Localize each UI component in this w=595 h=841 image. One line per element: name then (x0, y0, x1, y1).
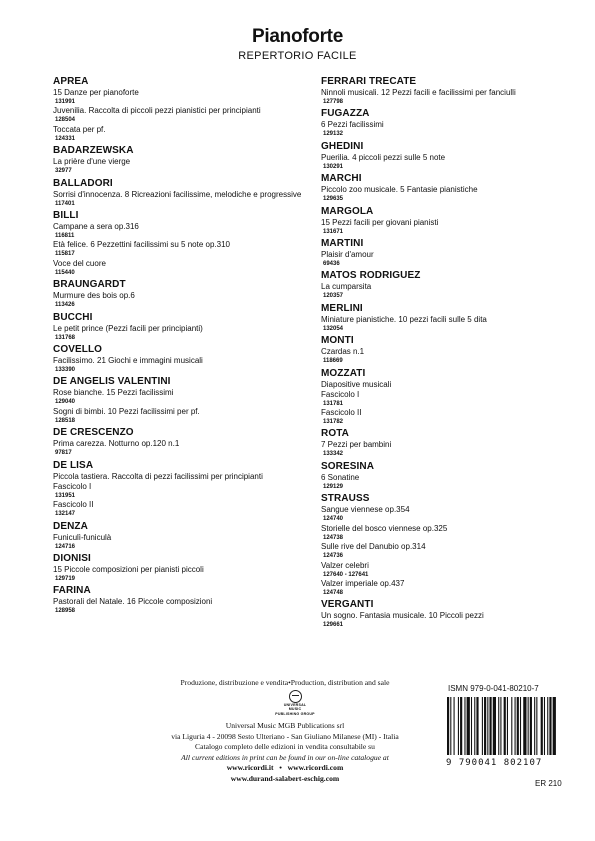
catalog-code: 97817 (55, 450, 72, 457)
catalog-code: 113426 (55, 302, 75, 309)
work-title: Valzer imperiale op.437 (321, 578, 405, 588)
catalog-code: 118669 (323, 358, 343, 365)
work-title: Juvenilia. Raccolta di piccoli pezzi pianistici per principianti (53, 106, 261, 116)
catalog-code: 128958 (55, 608, 76, 615)
catalog-code: 120357 (323, 293, 344, 300)
composer-entry (321, 76, 561, 106)
composer-name: MARCHI (321, 173, 362, 185)
composer-entry (53, 145, 313, 175)
composer-entry (53, 521, 313, 551)
catalog-code: 115817 (55, 251, 75, 258)
composer-name: FUGAZZA (321, 108, 370, 120)
work-title: 7 Pezzi per bambini (321, 440, 392, 450)
composer-name: MARTINI (321, 238, 364, 250)
catalog-code: 117401 (55, 200, 75, 207)
work-title: 6 Pezzi facilissimi (321, 120, 384, 130)
catalog-code: 129132 (323, 131, 344, 138)
work-title: Sorrisi d'innocenza. 8 Ricreazioni facilissime, melodiche e progressive (53, 189, 302, 199)
composer-entry (53, 344, 313, 374)
work-title: Puerilia. 4 piccoli pezzi sulle 5 note (321, 152, 446, 162)
composer-entry (53, 210, 313, 277)
composer-name: MATOS RODRIGUEZ (321, 270, 421, 282)
composer-entry (321, 270, 561, 300)
composer-entry (53, 376, 313, 425)
catalog-code: 131951 (55, 492, 76, 499)
composer-entry (53, 585, 313, 615)
composer-entry (53, 460, 313, 519)
catalog-code: 129635 (323, 196, 344, 203)
logo-text-2: MUSIC (288, 707, 302, 712)
work-title: Fascicolo I (321, 389, 360, 399)
work-title: Sangue viennese op.354 (321, 505, 410, 515)
catalog-note-en: All current editions in print can be found in our on-line catalogue at (181, 752, 389, 762)
barcode-digits: 9 790041 802107 (446, 758, 543, 768)
website-durand[interactable]: www.durand-salabert-eschig.com (230, 773, 340, 783)
work-title: Facilissimo. 21 Giochi e immagini musicali (53, 356, 203, 366)
composer-name: FARINA (53, 585, 91, 597)
composer-entry (321, 335, 561, 365)
production-line: Produzione, distribuzione e vendita•Production, distribution and sale (180, 678, 390, 687)
universal-music-logo (272, 690, 318, 720)
website-links: www.ricordi.it • www.ricordi.com (226, 763, 344, 772)
composer-name: FERRARI TRECATE (321, 76, 417, 87)
composer-entry (321, 108, 561, 138)
publisher-name: Universal Music MGB Publications srl (225, 721, 345, 730)
edition-code: ER 210 (535, 779, 562, 788)
composer-entry (321, 173, 561, 203)
work-title: Rose bianche. 15 Pezzi facilissimi (53, 388, 174, 398)
catalog-code: 131768 (55, 334, 76, 341)
composer-name: BILLI (53, 210, 79, 222)
work-title: Valzer celebri (321, 560, 369, 570)
composer-name: ROTA (321, 428, 349, 440)
composer-name: SORESINA (321, 460, 375, 472)
work-title: Pastorali del Natale. 16 Piccole composizioni (53, 597, 213, 607)
work-title: Plaisir d'amour (321, 250, 374, 260)
composer-name: DENZA (53, 520, 88, 532)
logo-text-3: PUBLISHING GROUP (275, 711, 315, 716)
composer-entry (321, 368, 561, 427)
catalog-code: 132147 (55, 511, 76, 518)
work-title: Sogni di bimbi. 10 Pezzi facilissimi per pf. (53, 406, 200, 416)
composer-name: BRAUNGARDT (53, 279, 126, 291)
composer-name: MONTI (321, 335, 354, 347)
catalog-code: 124748 (323, 589, 344, 596)
composer-entry (53, 553, 313, 583)
work-title: Miniature pianistiche. 10 pezzi facili sulle 5 dita (321, 314, 487, 324)
composer-entry (53, 279, 313, 309)
catalog-code: 32977 (55, 168, 72, 175)
catalog-code: 115440 (55, 269, 75, 276)
composer-name: MERLINI (321, 302, 363, 314)
catalog-code: 124736 (323, 553, 344, 560)
catalog-code: 131991 (55, 99, 76, 105)
work-title: La cumparsita (321, 282, 372, 292)
publisher-address: via Liguria 4 - 20098 Sesto Ulteriano - San Giuliano Milanese (MI) - Italia (171, 731, 399, 741)
composer-entry (321, 303, 561, 333)
composer-entry (321, 428, 561, 458)
composer-name: STRAUSS (321, 493, 370, 505)
catalog-code: 132054 (323, 325, 344, 332)
website-ricordi-com[interactable]: www.ricordi.com (287, 763, 344, 772)
work-title: 15 Pezzi facili per giovani pianisti (321, 217, 439, 227)
work-title: Diapositive musicali (321, 379, 392, 389)
work-title: La prière d'une vierge (53, 157, 131, 167)
catalog-code: 131782 (323, 419, 344, 426)
catalog-code: 129661 (323, 622, 344, 629)
work-title: Czardas n.1 (321, 347, 365, 357)
work-title: Età felice. 6 Pezzettini facilissimi su 5 note op.310 (53, 240, 230, 250)
composer-name: DIONISI (53, 552, 91, 564)
work-title: Fascicolo II (321, 408, 362, 418)
catalog-code: 130291 (323, 163, 344, 170)
composer-entry (53, 76, 313, 143)
catalog-code: 124740 (323, 516, 344, 523)
catalog-column-left (53, 76, 313, 618)
work-title: Voce del cuore (53, 258, 106, 268)
work-title: 15 Piccole composizioni per pianisti piccoli (53, 564, 204, 574)
work-title: Storielle del bosco viennese op.325 (321, 523, 448, 533)
catalog-code: 133342 (323, 451, 344, 458)
work-title: Piccola tastiera. Raccolta di pezzi facilissimi per principianti (53, 471, 263, 481)
work-title: Campane a sera op.316 (53, 222, 139, 232)
work-title: Sulle rive del Danubio op.314 (321, 542, 426, 552)
work-title: Fascicolo II (53, 500, 94, 510)
catalog-code: 128504 (55, 117, 76, 124)
composer-entry (321, 206, 561, 236)
composer-entry (53, 178, 313, 208)
work-title: Un sogno. Fantasia musicale. 10 Piccoli pezzi (321, 611, 484, 621)
catalog-note-it: Catalogo completo delle edizioni in vendita consultabile su (195, 742, 375, 751)
composer-name: DE CRESCENZO (53, 427, 134, 439)
catalog-code: 133390 (55, 367, 76, 374)
catalog-code: 127798 (323, 99, 344, 105)
composer-name: VERGANTI (321, 599, 374, 611)
catalog-code: 116811 (55, 233, 75, 240)
composer-name: MARGOLA (321, 205, 374, 217)
catalog-column-right (321, 76, 561, 632)
composer-entry (53, 427, 313, 457)
website-ricordi-it[interactable]: www.ricordi.it (226, 763, 274, 772)
composer-entry (53, 312, 313, 342)
catalog-code: 69436 (323, 261, 340, 268)
catalog-code: 124738 (323, 534, 344, 541)
catalog-code: 127640 - 127641 (323, 571, 369, 578)
composer-entry (321, 238, 561, 268)
composer-name: COVELLO (53, 344, 103, 356)
barcode-image (446, 697, 558, 755)
catalog-code: 129040 (55, 399, 76, 406)
work-title: Murmure des bois op.6 (53, 291, 135, 301)
footer-publisher-block (140, 721, 430, 784)
work-title: Le petit prince (Pezzi facili per principianti) (53, 323, 203, 333)
catalog-code: 129719 (55, 575, 76, 582)
page-title: Pianoforte (252, 26, 343, 47)
globe-icon (289, 690, 302, 703)
composer-name: MOZZATI (321, 367, 366, 379)
work-title: Ninnoli musicali. 12 Pezzi facili e facilissimi per fanciulli (321, 88, 516, 97)
composer-name: BADARZEWSKA (53, 145, 134, 157)
composer-name: APREA (53, 76, 89, 87)
catalog-code: 124716 (55, 543, 76, 550)
work-title: Prima carezza. Notturno op.120 n.1 (53, 439, 180, 449)
work-title: 15 Danze per pianoforte (53, 88, 139, 97)
work-title: Toccata per pf. (53, 124, 106, 134)
composer-entry (321, 493, 561, 597)
work-title: Funiculì-funiculà (53, 532, 112, 542)
composer-name: GHEDINI (321, 140, 364, 152)
composer-entry (321, 599, 561, 629)
composer-name: DE ANGELIS VALENTINI (53, 376, 171, 388)
work-title: Fascicolo I (53, 481, 92, 491)
composer-name: BALLADORI (53, 177, 113, 189)
catalog-code: 129129 (323, 483, 344, 490)
ismn-number: ISMN 979-0-041-80210-7 (448, 684, 539, 693)
composer-entry (321, 141, 561, 171)
page-subtitle: REPERTORIO FACILE (238, 50, 357, 62)
logo-text-1: UNIVERSAL (283, 703, 307, 707)
composer-entry (321, 461, 561, 491)
catalog-code: 131671 (323, 228, 344, 235)
work-title: Piccolo zoo musicale. 5 Fantasie pianistiche (321, 185, 478, 195)
composer-name: DE LISA (53, 459, 94, 471)
work-title: 6 Sonatine (321, 472, 360, 482)
composer-name: BUCCHI (53, 311, 93, 323)
footer-production (140, 678, 430, 689)
catalog-code: 128518 (55, 417, 76, 424)
catalog-code: 131781 (323, 400, 344, 407)
catalog-code: 124331 (55, 135, 76, 142)
